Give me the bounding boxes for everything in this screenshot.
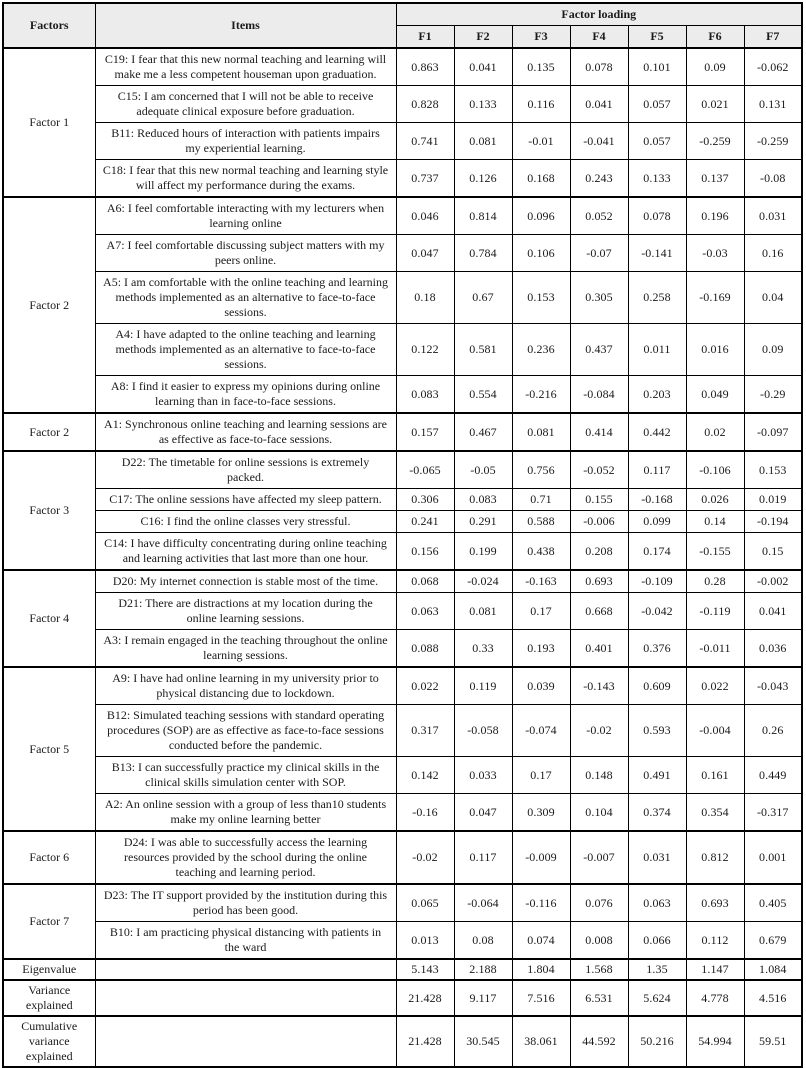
loading-value-cell: 0.039	[512, 667, 570, 705]
item-cell: D21: There are distractions at my location during the online learning sessions.	[95, 593, 396, 630]
loading-value-cell: -0.002	[744, 570, 802, 593]
loading-value-cell: -0.009	[512, 831, 570, 884]
factor-group-label: Factor 3	[3, 451, 95, 570]
loading-value-cell: 0.756	[512, 451, 570, 489]
loading-value-cell: 0.041	[454, 48, 512, 86]
loading-value-cell: -0.106	[686, 451, 744, 489]
loading-value-cell: 0.828	[396, 86, 454, 123]
item-cell: A1: Synchronous online teaching and learning sessions are as effective as face-to-face sessions.	[95, 413, 396, 451]
summary-row	[3, 1016, 802, 1067]
item-cell: D24: I was able to successfully access the learning resources provided by the school during the online teaching and learning period.	[95, 831, 396, 884]
loading-value-cell: 0.17	[512, 593, 570, 630]
loading-value-cell: 0.305	[570, 272, 628, 324]
loading-value-cell: 0.17	[512, 757, 570, 794]
column-header-f3: F3	[512, 26, 570, 49]
loading-value-cell: -0.143	[570, 667, 628, 705]
summary-value-cell: 59.51	[744, 1016, 802, 1067]
loading-value-cell: 0.096	[512, 197, 570, 235]
loading-value-cell: 0.011	[628, 324, 686, 376]
loading-value-cell: 0.693	[570, 570, 628, 593]
loading-value-cell: 0.131	[744, 86, 802, 123]
loading-value-cell: -0.168	[628, 489, 686, 511]
loading-value-cell: 0.122	[396, 324, 454, 376]
table-body	[3, 48, 802, 1067]
summary-row	[3, 959, 802, 980]
loading-value-cell: 0.863	[396, 48, 454, 86]
table-row	[3, 413, 802, 451]
table-row	[3, 831, 802, 884]
item-cell: D20: My internet connection is stable most of the time.	[95, 570, 396, 593]
loading-value-cell: 0.18	[396, 272, 454, 324]
loading-value-cell: -0.116	[512, 884, 570, 922]
loading-value-cell: 0.047	[454, 794, 512, 832]
loading-value-cell: 0.101	[628, 48, 686, 86]
loading-value-cell: 0.193	[512, 630, 570, 668]
loading-value-cell: 0.16	[744, 235, 802, 272]
loading-value-cell: 0.057	[628, 123, 686, 160]
loading-value-cell: 0.71	[512, 489, 570, 511]
loading-value-cell: -0.042	[628, 593, 686, 630]
loading-value-cell: 0.106	[512, 235, 570, 272]
loading-value-cell: 0.414	[570, 413, 628, 451]
summary-value-cell: 54.994	[686, 1016, 744, 1067]
loading-value-cell: 0.08	[454, 922, 512, 960]
loading-value-cell: 0.117	[628, 451, 686, 489]
summary-empty-cell	[95, 980, 396, 1016]
summary-value-cell: 5.624	[628, 980, 686, 1016]
loading-value-cell: 0.135	[512, 48, 570, 86]
loading-value-cell: 0.199	[454, 533, 512, 571]
table-row	[3, 86, 802, 123]
loading-value-cell: -0.064	[454, 884, 512, 922]
loading-value-cell: 0.442	[628, 413, 686, 451]
loading-value-cell: 0.581	[454, 324, 512, 376]
table-row	[3, 272, 802, 324]
loading-value-cell: -0.05	[454, 451, 512, 489]
loading-value-cell: 0.137	[686, 160, 744, 198]
table-row	[3, 376, 802, 414]
loading-value-cell: 0.02	[686, 413, 744, 451]
loading-value-cell: -0.194	[744, 511, 802, 533]
item-cell: A2: An online session with a group of less than10 students make my online learning better	[95, 794, 396, 832]
loading-value-cell: 0.153	[744, 451, 802, 489]
loading-value-cell: 0.099	[628, 511, 686, 533]
loading-value-cell: 0.104	[570, 794, 628, 832]
loading-value-cell: 0.078	[628, 197, 686, 235]
summary-value-cell: 5.143	[396, 959, 454, 980]
loading-value-cell: 0.153	[512, 272, 570, 324]
table-row	[3, 630, 802, 668]
summary-value-cell: 21.428	[396, 980, 454, 1016]
summary-value-cell: 21.428	[396, 1016, 454, 1067]
item-cell: A9: I have had online learning in my university prior to physical distancing due to lockdown.	[95, 667, 396, 705]
loading-value-cell: -0.062	[744, 48, 802, 86]
item-cell: B13: I can successfully practice my clinical skills in the clinical skills simulation center with SOP.	[95, 757, 396, 794]
loading-value-cell: 0.052	[570, 197, 628, 235]
item-cell: B12: Simulated teaching sessions with standard operating procedures (SOP) are as effective as face-to-face sessions conducted before the pandemic.	[95, 705, 396, 757]
loading-value-cell: 0.784	[454, 235, 512, 272]
loading-value-cell: 0.156	[396, 533, 454, 571]
loading-value-cell: 0.126	[454, 160, 512, 198]
loading-value-cell: 0.243	[570, 160, 628, 198]
loading-value-cell: 0.208	[570, 533, 628, 571]
column-header-f2: F2	[454, 26, 512, 49]
loading-value-cell: 0.021	[686, 86, 744, 123]
summary-empty-cell	[95, 1016, 396, 1067]
loading-value-cell: 0.554	[454, 376, 512, 414]
loading-value-cell: 0.142	[396, 757, 454, 794]
summary-value-cell: 44.592	[570, 1016, 628, 1067]
loading-value-cell: 0.26	[744, 705, 802, 757]
loading-value-cell: -0.155	[686, 533, 744, 571]
item-cell: B10: I am practicing physical distancing with patients in the ward	[95, 922, 396, 960]
loading-value-cell: 0.157	[396, 413, 454, 451]
loading-value-cell: 0.241	[396, 511, 454, 533]
loading-value-cell: 0.148	[570, 757, 628, 794]
loading-value-cell: 0.112	[686, 922, 744, 960]
table-row	[3, 489, 802, 511]
table-row	[3, 511, 802, 533]
loading-value-cell: -0.16	[396, 794, 454, 832]
loading-value-cell: 0.467	[454, 413, 512, 451]
loading-value-cell: -0.024	[454, 570, 512, 593]
summary-row	[3, 980, 802, 1016]
loading-value-cell: 0.15	[744, 533, 802, 571]
table-row	[3, 48, 802, 86]
loading-value-cell: 0.814	[454, 197, 512, 235]
summary-value-cell: 2.188	[454, 959, 512, 980]
loading-value-cell: -0.02	[396, 831, 454, 884]
loading-value-cell: 0.133	[628, 160, 686, 198]
loading-value-cell: 0.04	[744, 272, 802, 324]
item-cell: A4: I have adapted to the online teaching and learning methods implemented as an alternative to face-to-face sessions.	[95, 324, 396, 376]
loading-value-cell: -0.02	[570, 705, 628, 757]
summary-value-cell: 6.531	[570, 980, 628, 1016]
loading-value-cell: 0.609	[628, 667, 686, 705]
loading-value-cell: 0.049	[686, 376, 744, 414]
table-row	[3, 593, 802, 630]
loading-value-cell: 0.022	[396, 667, 454, 705]
loading-value-cell: 0.168	[512, 160, 570, 198]
loading-value-cell: 0.008	[570, 922, 628, 960]
loading-value-cell: 0.737	[396, 160, 454, 198]
loading-value-cell: 0.078	[570, 48, 628, 86]
loading-value-cell: 0.437	[570, 324, 628, 376]
loading-value-cell: 0.117	[454, 831, 512, 884]
loading-value-cell: 0.081	[454, 123, 512, 160]
loading-value-cell: -0.004	[686, 705, 744, 757]
item-cell: D22: The timetable for online sessions is extremely packed.	[95, 451, 396, 489]
summary-value-cell: 4.778	[686, 980, 744, 1016]
loading-value-cell: -0.317	[744, 794, 802, 832]
loading-value-cell: 0.057	[628, 86, 686, 123]
summary-value-cell: 1.084	[744, 959, 802, 980]
factor-group-label: Factor 5	[3, 667, 95, 831]
loading-value-cell: 0.076	[570, 884, 628, 922]
loading-value-cell: 0.09	[686, 48, 744, 86]
loading-value-cell: -0.041	[570, 123, 628, 160]
table-header	[3, 3, 802, 48]
factor-group-label: Factor 1	[3, 48, 95, 197]
loading-value-cell: 0.317	[396, 705, 454, 757]
summary-value-cell: 9.117	[454, 980, 512, 1016]
loading-value-cell: -0.141	[628, 235, 686, 272]
loading-value-cell: 0.083	[454, 489, 512, 511]
loading-value-cell: 0.309	[512, 794, 570, 832]
loading-value-cell: 0.016	[686, 324, 744, 376]
loading-value-cell: 0.074	[512, 922, 570, 960]
loading-value-cell: -0.259	[744, 123, 802, 160]
loading-value-cell: -0.01	[512, 123, 570, 160]
loading-value-cell: 0.174	[628, 533, 686, 571]
table-row	[3, 757, 802, 794]
summary-label: Eigenvalue	[3, 959, 95, 980]
loading-value-cell: 0.306	[396, 489, 454, 511]
loading-value-cell: 0.065	[396, 884, 454, 922]
loading-value-cell: 0.236	[512, 324, 570, 376]
factor-group-label: Factor 7	[3, 884, 95, 959]
item-cell: A5: I am comfortable with the online teaching and learning methods implemented as an alternative to face-to-face sessions.	[95, 272, 396, 324]
loading-value-cell: 0.291	[454, 511, 512, 533]
table-row	[3, 451, 802, 489]
item-cell: C19: I fear that this new normal teaching and learning will make me a less competent houseman upon graduation.	[95, 48, 396, 86]
loading-value-cell: 0.031	[628, 831, 686, 884]
loading-value-cell: 0.116	[512, 86, 570, 123]
table-row	[3, 324, 802, 376]
factor-group-label: Factor 2	[3, 413, 95, 451]
loading-value-cell: 0.041	[570, 86, 628, 123]
loading-value-cell: 0.491	[628, 757, 686, 794]
loading-value-cell: -0.163	[512, 570, 570, 593]
summary-value-cell: 1.147	[686, 959, 744, 980]
loading-value-cell: -0.006	[570, 511, 628, 533]
item-cell: C15: I am concerned that I will not be able to receive adequate clinical exposure before graduation.	[95, 86, 396, 123]
summary-value-cell: 1.568	[570, 959, 628, 980]
loading-value-cell: -0.29	[744, 376, 802, 414]
table-row	[3, 794, 802, 832]
loading-value-cell: -0.119	[686, 593, 744, 630]
item-cell: A6: I feel comfortable interacting with my lecturers when learning online	[95, 197, 396, 235]
loading-value-cell: 0.155	[570, 489, 628, 511]
loading-value-cell: 0.438	[512, 533, 570, 571]
loading-value-cell: 0.374	[628, 794, 686, 832]
loading-value-cell: 0.33	[454, 630, 512, 668]
item-cell: C17: The online sessions have affected my sleep pattern.	[95, 489, 396, 511]
column-header-factor-loading: Factor loading	[396, 3, 802, 26]
loading-value-cell: 0.033	[454, 757, 512, 794]
item-cell: B11: Reduced hours of interaction with patients impairs my experiential learning.	[95, 123, 396, 160]
loading-value-cell: 0.031	[744, 197, 802, 235]
summary-value-cell: 1.35	[628, 959, 686, 980]
loading-value-cell: -0.065	[396, 451, 454, 489]
item-cell: A8: I find it easier to express my opinions during online learning than in face-to-face sessions.	[95, 376, 396, 414]
summary-value-cell: 4.516	[744, 980, 802, 1016]
loading-value-cell: 0.046	[396, 197, 454, 235]
loading-value-cell: -0.07	[570, 235, 628, 272]
loading-value-cell: 0.063	[396, 593, 454, 630]
column-header-f7: F7	[744, 26, 802, 49]
loading-value-cell: 0.022	[686, 667, 744, 705]
summary-value-cell: 38.061	[512, 1016, 570, 1067]
loading-value-cell: 0.405	[744, 884, 802, 922]
loading-value-cell: -0.03	[686, 235, 744, 272]
table-row	[3, 197, 802, 235]
loading-value-cell: -0.052	[570, 451, 628, 489]
loading-value-cell: 0.401	[570, 630, 628, 668]
loading-value-cell: 0.741	[396, 123, 454, 160]
loading-value-cell: -0.011	[686, 630, 744, 668]
item-cell: A3: I remain engaged in the teaching throughout the online learning sessions.	[95, 630, 396, 668]
column-header-items: Items	[95, 3, 396, 48]
loading-value-cell: 0.449	[744, 757, 802, 794]
table-row	[3, 922, 802, 960]
loading-value-cell: 0.063	[628, 884, 686, 922]
loading-value-cell: 0.019	[744, 489, 802, 511]
summary-value-cell: 50.216	[628, 1016, 686, 1067]
item-cell: D23: The IT support provided by the institution during this period has been good.	[95, 884, 396, 922]
loading-value-cell: 0.133	[454, 86, 512, 123]
loading-value-cell: 0.066	[628, 922, 686, 960]
loading-value-cell: 0.196	[686, 197, 744, 235]
loading-value-cell: -0.058	[454, 705, 512, 757]
header-row-top	[3, 3, 802, 26]
loading-value-cell: -0.08	[744, 160, 802, 198]
column-header-f5: F5	[628, 26, 686, 49]
item-cell: A7: I feel comfortable discussing subject matters with my peers online.	[95, 235, 396, 272]
loading-value-cell: 0.068	[396, 570, 454, 593]
loading-value-cell: 0.67	[454, 272, 512, 324]
loading-value-cell: 0.354	[686, 794, 744, 832]
item-cell: C14: I have difficulty concentrating during online teaching and learning activities that last more than one hour.	[95, 533, 396, 571]
summary-label: Cumulative variance explained	[3, 1016, 95, 1067]
loading-value-cell: 0.693	[686, 884, 744, 922]
loading-value-cell: 0.088	[396, 630, 454, 668]
factor-group-label: Factor 4	[3, 570, 95, 667]
loading-value-cell: 0.047	[396, 235, 454, 272]
loading-value-cell: 0.083	[396, 376, 454, 414]
loading-value-cell: -0.109	[628, 570, 686, 593]
loading-value-cell: 0.026	[686, 489, 744, 511]
loading-value-cell: 0.081	[454, 593, 512, 630]
loading-value-cell: -0.074	[512, 705, 570, 757]
loading-value-cell: 0.376	[628, 630, 686, 668]
loading-value-cell: 0.593	[628, 705, 686, 757]
summary-value-cell: 30.545	[454, 1016, 512, 1067]
table-row	[3, 235, 802, 272]
factor-loading-table	[2, 2, 803, 1068]
loading-value-cell: 0.036	[744, 630, 802, 668]
factor-group-label: Factor 6	[3, 831, 95, 884]
loading-value-cell: -0.169	[686, 272, 744, 324]
column-header-f4: F4	[570, 26, 628, 49]
loading-value-cell: 0.258	[628, 272, 686, 324]
loading-value-cell: 0.081	[512, 413, 570, 451]
loading-value-cell: 0.161	[686, 757, 744, 794]
loading-value-cell: 0.28	[686, 570, 744, 593]
table-row	[3, 705, 802, 757]
loading-value-cell: 0.588	[512, 511, 570, 533]
loading-value-cell: 0.14	[686, 511, 744, 533]
table-row	[3, 160, 802, 198]
column-header-factors: Factors	[3, 3, 95, 48]
summary-label: Variance explained	[3, 980, 95, 1016]
table-row	[3, 570, 802, 593]
loading-value-cell: 0.013	[396, 922, 454, 960]
loading-value-cell: 0.203	[628, 376, 686, 414]
summary-value-cell: 7.516	[512, 980, 570, 1016]
table-row	[3, 123, 802, 160]
loading-value-cell: 0.041	[744, 593, 802, 630]
loading-value-cell: 0.668	[570, 593, 628, 630]
loading-value-cell: 0.812	[686, 831, 744, 884]
loading-value-cell: 0.09	[744, 324, 802, 376]
item-cell: C18: I fear that this new normal teaching and learning style will affect my performance during the exams.	[95, 160, 396, 198]
loading-value-cell: -0.259	[686, 123, 744, 160]
summary-empty-cell	[95, 959, 396, 980]
loading-value-cell: 0.119	[454, 667, 512, 705]
table-row	[3, 533, 802, 571]
table-row	[3, 884, 802, 922]
item-cell: C16: I find the online classes very stressful.	[95, 511, 396, 533]
loading-value-cell: -0.043	[744, 667, 802, 705]
summary-value-cell: 1.804	[512, 959, 570, 980]
factor-group-label: Factor 2	[3, 197, 95, 413]
loading-value-cell: -0.216	[512, 376, 570, 414]
column-header-f1: F1	[396, 26, 454, 49]
loading-value-cell: -0.007	[570, 831, 628, 884]
loading-value-cell: 0.001	[744, 831, 802, 884]
loading-value-cell: -0.084	[570, 376, 628, 414]
table-row	[3, 667, 802, 705]
loading-value-cell: 0.679	[744, 922, 802, 960]
loading-value-cell: -0.097	[744, 413, 802, 451]
column-header-f6: F6	[686, 26, 744, 49]
